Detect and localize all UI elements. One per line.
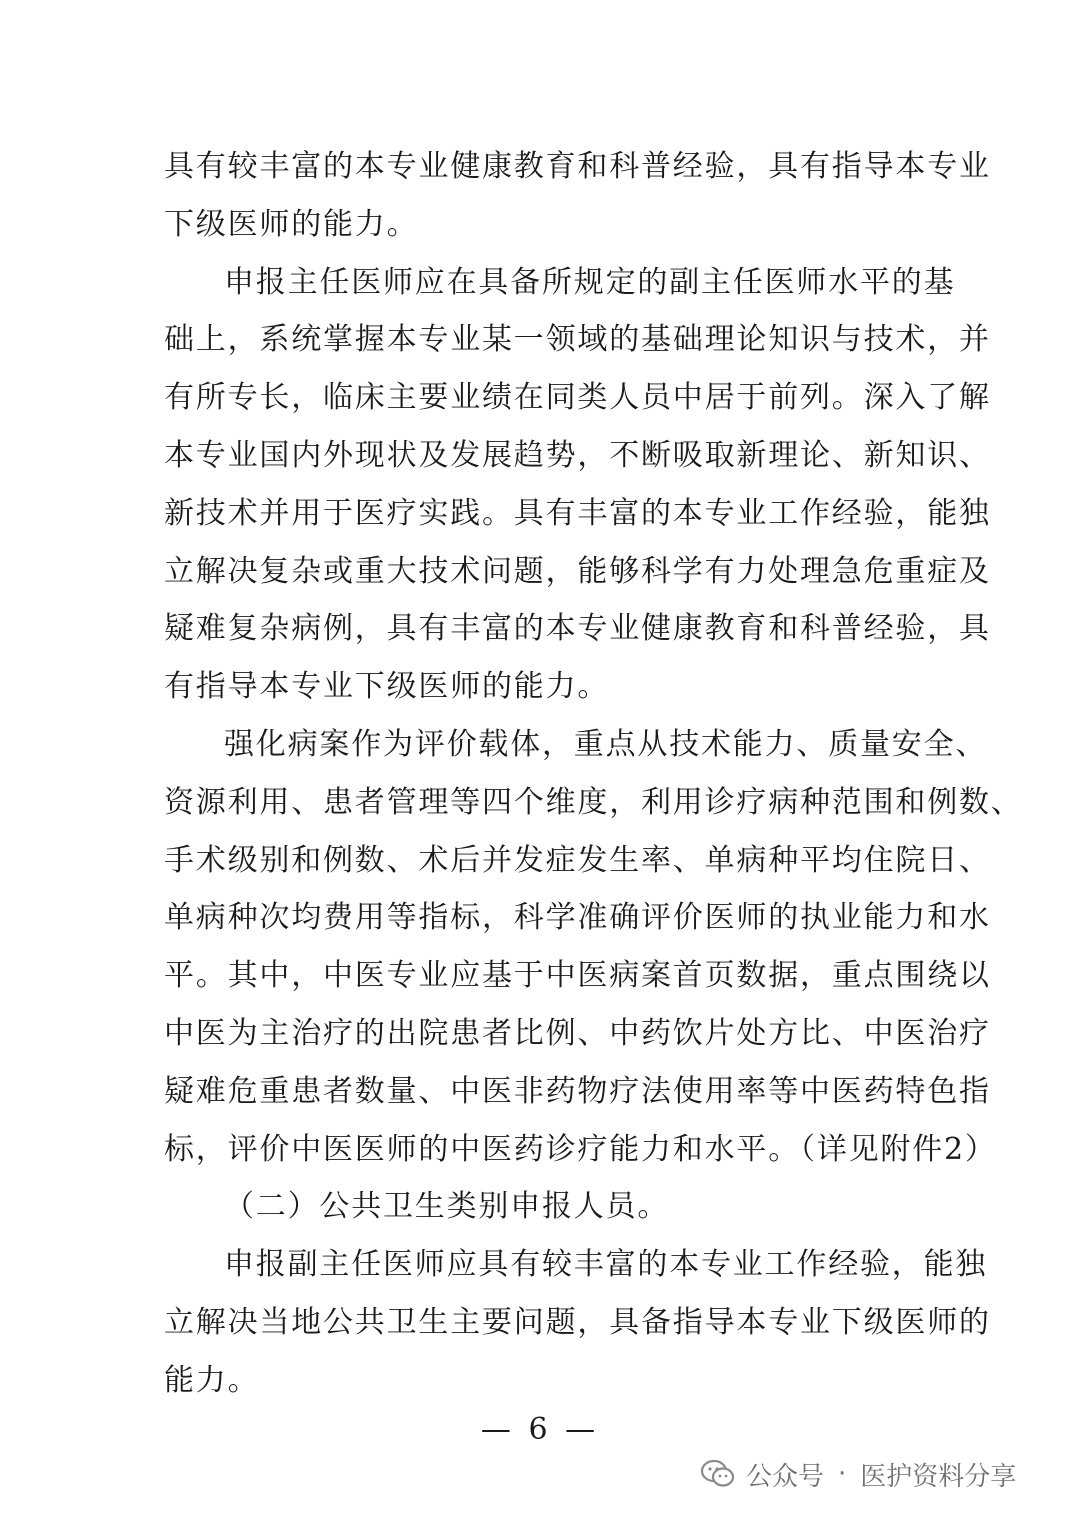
text-line: 标，评价中医医师的中医药诊疗能力和水平。（详见附件2） (164, 1131, 997, 1167)
text-line: 本专业国内外现状及发展趋势，不断吸取新理论、新知识、 (164, 437, 991, 473)
text-line: 资源利用、患者管理等四个维度，利用诊疗病种范围和例数、 (164, 784, 1023, 820)
text-line: 有指导本专业下级医师的能力。 (164, 669, 610, 705)
text-line: 单病种次均费用等指标，科学准确评价医师的执业能力和水 (164, 900, 991, 936)
document-body (164, 138, 1023, 1410)
watermark-separator: · (838, 1459, 847, 1489)
text-line: 疑难复杂病例，具有丰富的本专业健康教育和科普经验，具 (164, 611, 991, 647)
text-line: 能力。 (164, 1362, 260, 1398)
text-line: 疑难危重患者数量、中医非药物疗法使用率等中医药特色指 (164, 1073, 991, 1109)
paragraph-start-line: 申报副主任医师应具有较丰富的本专业工作经验，能独 (224, 1247, 988, 1283)
text-line: 中医为主治疗的出院患者比例、中药饮片处方比、中医治疗 (164, 1015, 991, 1051)
wechat-watermark (700, 1450, 1016, 1498)
wechat-icon (700, 1458, 736, 1490)
paragraph-start-line: 强化病案作为评价载体，重点从技术能力、质量安全、 (224, 726, 988, 762)
text-line: 手术级别和例数、术后并发症发生率、单病种平均住院日、 (164, 842, 991, 878)
text-line: 平。其中，中医专业应基于中医病案首页数据，重点围绕以 (164, 958, 991, 994)
page-number: — 6 — (480, 1412, 600, 1447)
paragraph-start-line: 申报主任医师应在具备所规定的副主任医师水平的基 (224, 264, 956, 300)
text-line: 下级医师的能力。 (164, 206, 419, 242)
text-line: 立解决当地公共卫生主要问题，具备指导本专业下级医师的 (164, 1304, 991, 1340)
text-line: 础上，系统掌握本专业某一领域的基础理论知识与技术，并 (164, 322, 991, 358)
text-line: 新技术并用于医疗实践。具有丰富的本专业工作经验，能独 (164, 495, 991, 531)
section-heading: （二）公共卫生类别申报人员。 (224, 1189, 670, 1225)
watermark-account-type: 公众号 (746, 1461, 825, 1492)
text-line: 具有较丰富的本专业健康教育和科普经验，具有指导本专业 (164, 149, 991, 184)
text-line: 有所专长，临床主要业绩在同类人员中居于前列。深入了解 (164, 380, 991, 416)
text-line: 立解决复杂或重大技术问题，能够科学有力处理急危重症及 (164, 553, 991, 589)
watermark-account-name: 医护资料分享 (860, 1461, 1017, 1492)
